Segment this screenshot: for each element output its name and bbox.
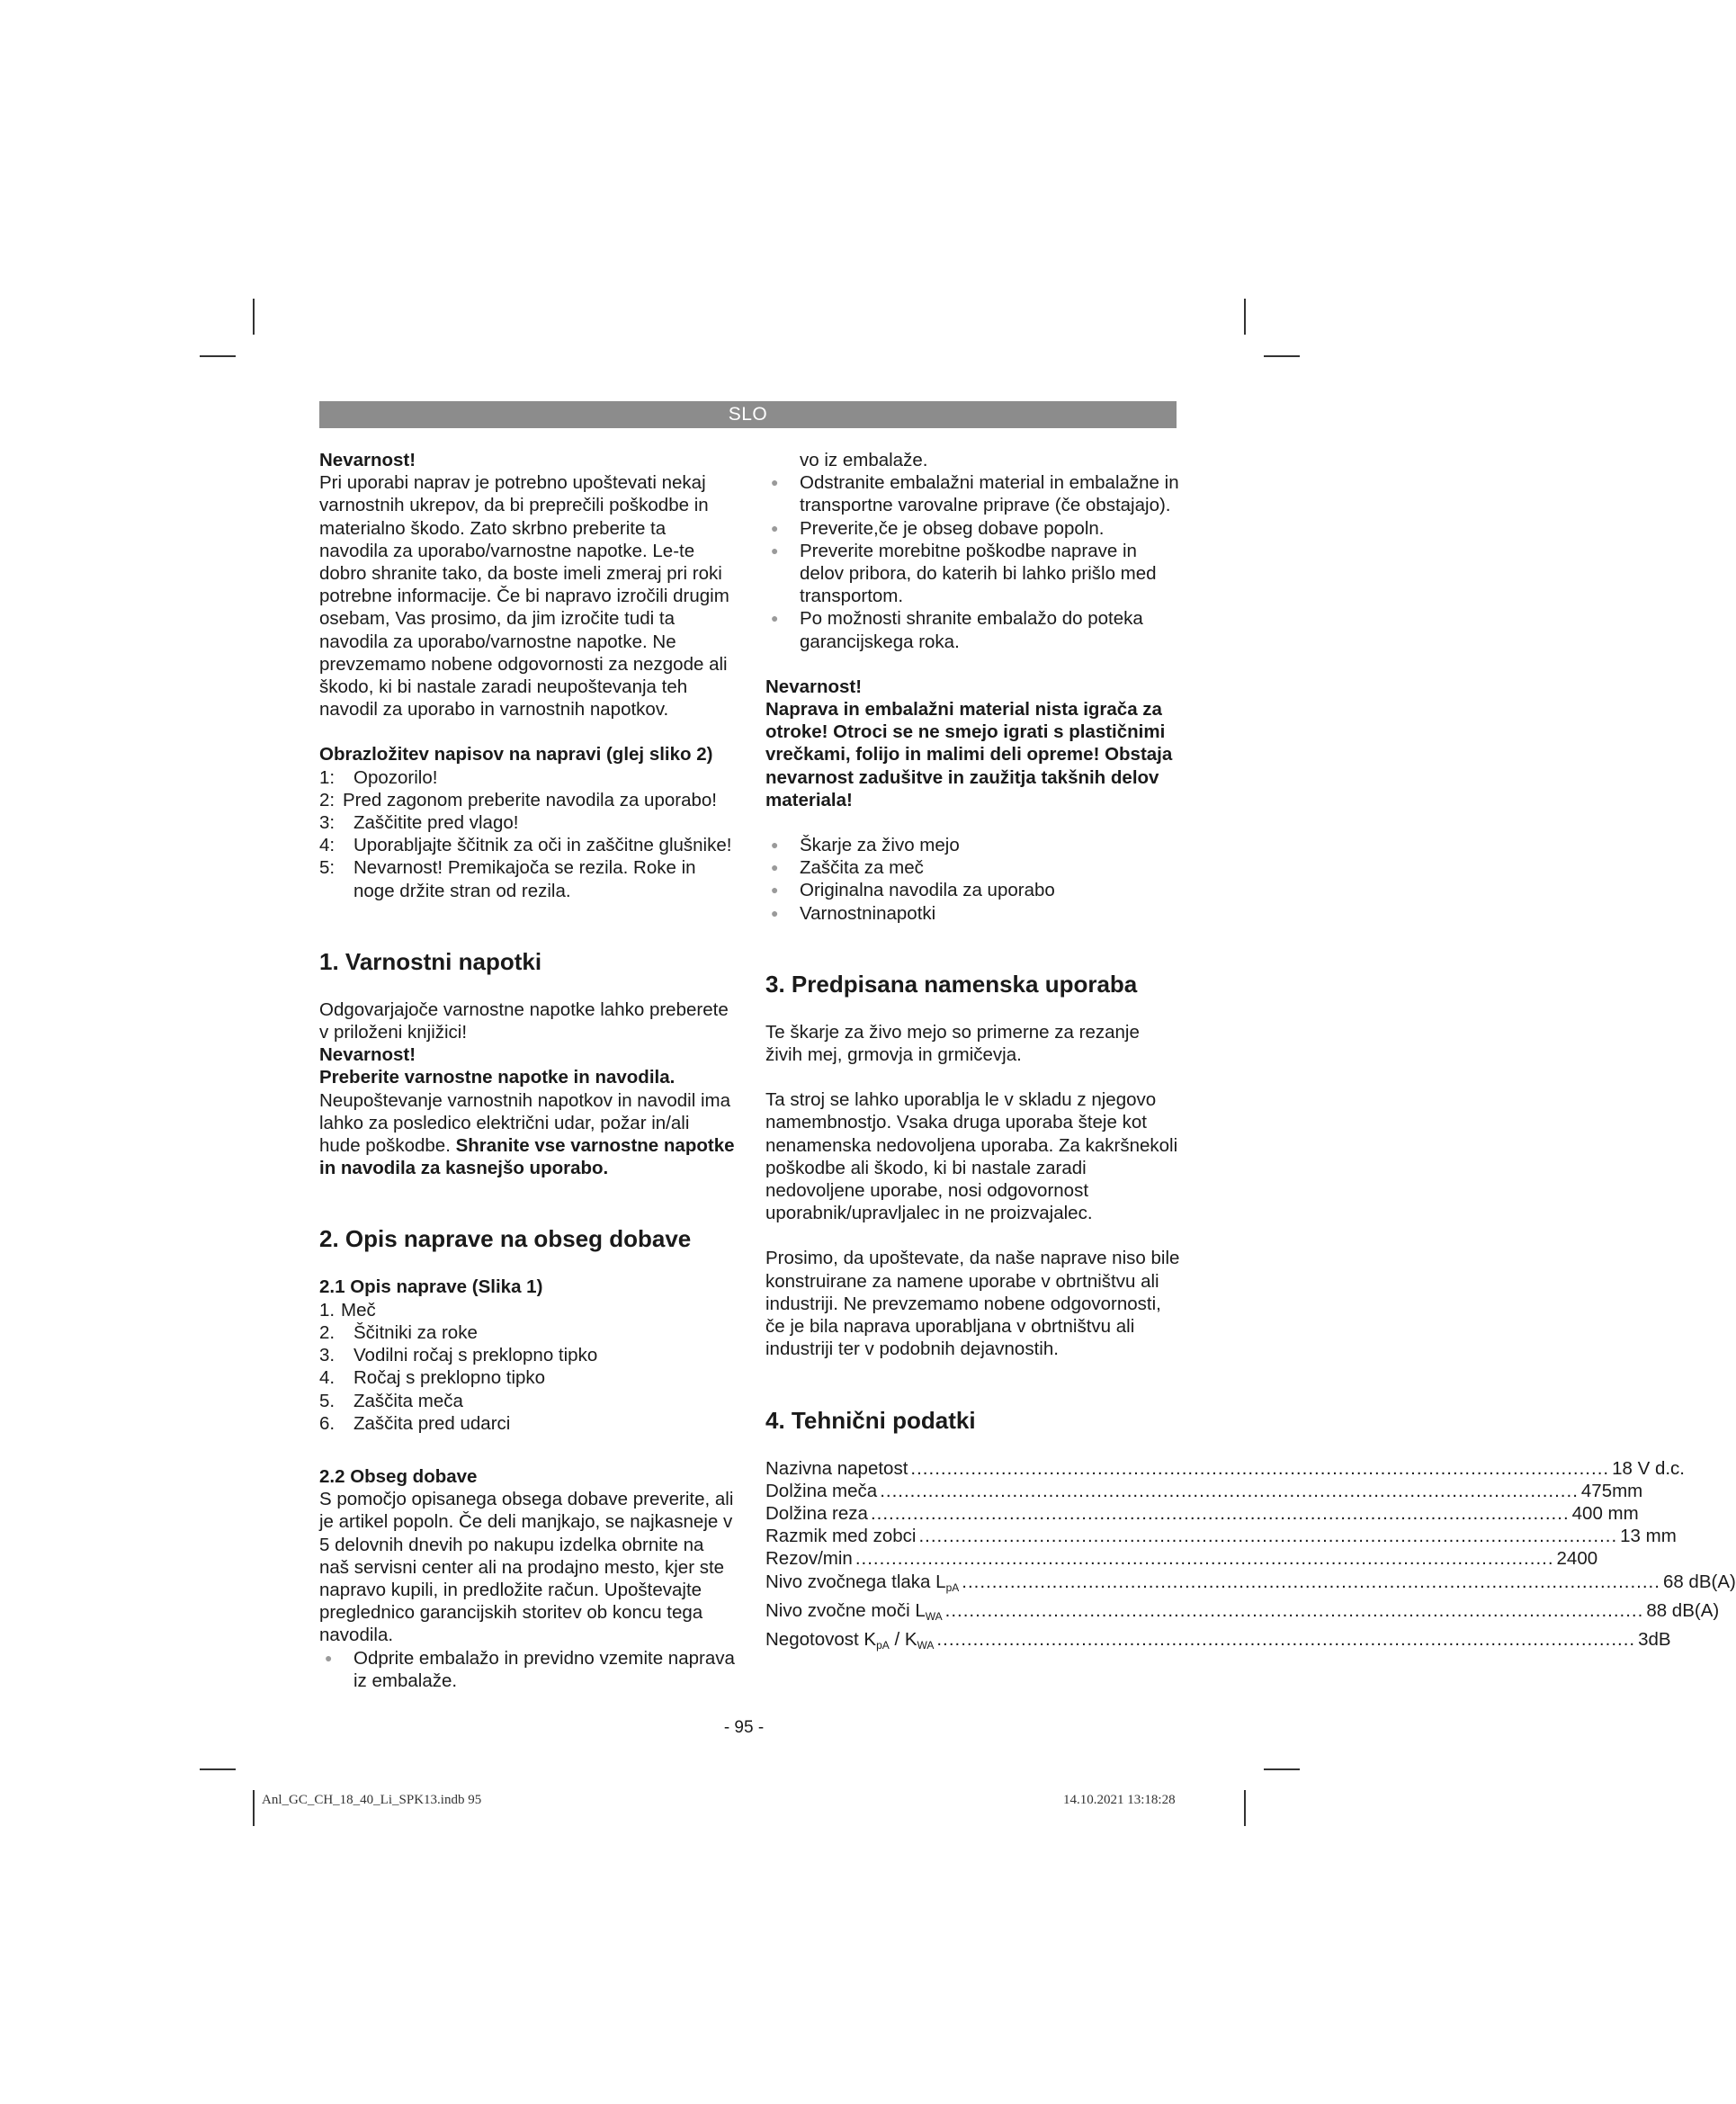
tech-value: 88 dB(A) [1646,1599,1720,1621]
crop-mark [1264,1768,1300,1770]
bullet-icon: ● [771,520,779,535]
tech-label: Dolžina meča [765,1480,878,1501]
crop-mark [253,1790,255,1826]
tech-row [765,1457,1686,1480]
unpack-bullet-list [319,1647,735,1691]
tech-value: 475mm [1580,1480,1643,1501]
crop-mark [1264,355,1300,357]
leader-dots [936,1628,1635,1651]
bullet-icon: ● [771,905,779,920]
list-item: 6. Zaščita pred udarci [319,1412,511,1434]
section-2-2-title: 2.2 Obseg dobave [319,1465,478,1487]
right-column [765,449,1736,1657]
tech-row [765,1547,1598,1570]
tech-label: Rezov/min [765,1548,853,1570]
leader-dots [918,1525,1617,1547]
list-item: ● Odprite embalažo in previdno vzemite naprava iz embalaže. [325,1647,735,1691]
crop-mark [1244,299,1246,335]
leader-dots [871,1502,1570,1525]
tech-value: 400 mm [1571,1502,1639,1524]
language-tag: SLO [728,404,768,425]
tech-label: Negotovost $K_{pA} / K_{WA}$ [765,1628,935,1652]
list-item: 2: Pred zagonom preberite navodila za uporabo! [319,789,717,810]
list-item: 5. Zaščita meča [319,1390,463,1411]
danger-heading: Nevarnost! [319,450,416,470]
footer-timestamp: 14.10.2021 13:18:28 [1063,1793,1176,1807]
section-3-paragraph-1: Te škarje za živo mejo so primerne za rezanje živih mej, grmovja in grmičevja. [765,1021,1140,1066]
list-item: ● Preverite morebitne poškodbe naprave in delov pribora, do katerih bi lahko prišlo med transportom. [771,540,1157,607]
list-item: 3. Vodilni ročaj s preklopno tipko [319,1345,598,1366]
tech-row [765,1571,1736,1599]
list-item: ● Škarje za živo mejo [771,835,960,856]
tech-row [765,1599,1720,1628]
tech-row [765,1525,1677,1547]
list-item: 3: Zaščitite pred vlago! [319,812,519,834]
bullet-icon: ● [771,611,779,626]
list-item: 1: Opozorilo! [319,766,438,788]
labels-heading: Obrazložitev napisov na napravi (glej sliko 2) [319,744,713,765]
section-2-title: 2. Opis naprave na obseg dobave [319,1225,692,1253]
bullet-icon: ● [771,542,779,558]
section-3-paragraph-3: Prosimo, da upoštevate, da naše naprave niso bile konstruirane za namene uporabe v obrtništvu ali industriji. Ne prevzemamo nobene odgovornosti, če je bila naprava uporabljana v obrtništvu ali industriji ter v podobnih dejavnostih. [765,1248,1180,1360]
tech-label: Razmik med zobci [765,1526,917,1547]
section-1-intro: Odgovarjajoče varnostne napotke lahko preberete v priloženi knjižici! [319,998,729,1043]
tech-label: Nazivna napetost [765,1457,908,1479]
delivery-contents-list [765,834,1181,925]
footer-filename: Anl_GC_CH_18_40_Li_SPK13.indb 95 [262,1793,482,1807]
continued-text: vo iz embalaže. [800,450,928,470]
section-2-1-title: 2.1 Opis naprave (Slika 1) [319,1276,543,1298]
tech-value: 2400 [1556,1548,1598,1570]
section-3-paragraph-2: Ta stroj se lahko uporablja le v skladu z njegovo namembnostjo. Vsaka druga uporaba šteje kot nenamenska nedovoljena uporaba. Za kakršnekoli poškodbe ali škodo, ki bi nastale zaradi nedovoljene uporabe, nosi odgovornost uporabnik/upravljalec in ne proizvajalec. [765,1089,1178,1224]
tech-row [765,1502,1639,1525]
list-item: 5: Nevarnost! Premikajoča se rezila. Roke in noge držite stran od rezila. [319,857,696,901]
tech-label: Dolžina reza [765,1502,868,1524]
section-1-title: 1. Varnostni napotki [319,947,542,975]
section-1-danger: Nevarnost! [319,1044,416,1066]
leader-dots [962,1571,1660,1593]
crop-mark [200,1768,236,1770]
leader-dots [910,1457,1609,1480]
crop-mark [253,299,255,335]
danger-heading: Nevarnost! [765,676,863,697]
list-item: ● Varnostninapotki [771,902,936,924]
crop-mark [1244,1790,1246,1826]
language-header-bar [319,401,1177,428]
labels-list [319,766,735,902]
parts-list [319,1299,735,1435]
page-number: - 95 - [723,1718,765,1737]
tech-label: Nivo zvočne moči $L_{WA}$ [765,1599,943,1623]
list-item: 4: Uporabljajte ščitnik za oči in zaščitne glušnike! [319,835,732,856]
tech-value: 3dB [1638,1628,1671,1650]
section-3-title: 3. Predpisana namenska uporaba [765,970,1138,998]
tech-data-table [765,1457,1736,1658]
list-item: 4. Ročaj s preklopno tipko [319,1367,546,1389]
tech-label: Nivo zvočnega tlaka $L_{pA}$ [765,1571,960,1594]
section-1-bold-warning: Preberite varnostne napotke in navodila. [319,1067,676,1088]
list-item: 1. Meč [319,1299,376,1321]
tech-value: 13 mm [1620,1526,1677,1547]
unpack-steps-list [765,471,1181,653]
list-item: ● Odstranite embalažni material in embalažne in transportne varovalne priprave (če obstajajo). [771,472,1179,516]
list-item: ● Originalna navodila za uporabo [771,880,1055,901]
bullet-icon: ● [771,475,779,490]
bullet-icon: ● [771,860,779,875]
leader-dots [880,1480,1579,1502]
bullet-icon: ● [771,882,779,898]
tech-value: 18 V d.c. [1612,1457,1686,1479]
bullet-icon: ● [771,837,779,853]
tech-row [765,1628,1671,1657]
danger-paragraph: Pri uporabi naprav je potrebno upoštevati nekaj varnostnih ukrepov, da bi preprečili poškodbe in materialno škodo. Zato skrbno preberite ta navodila za uporabo/varnostne napotke. Le-te dobro shranite tako, da boste imeli zmeraj pri roki potrebne informacije. Če bi napravo izročili drugim osebam, Vas prosimo, da jim izročite tudi ta navodila za uporabo/varnostne napotke. Ne prevzemamo nobene odgovornosti za nezgode ali škodo, ki bi nastale zaradi neupoštevanja teh navodil za uporabo in varnostnih napotkov. [319,472,729,721]
bullet-icon: ● [325,1650,333,1665]
left-column [319,449,735,1691]
danger-bold-paragraph: Naprava in embalažni material nista igrača za otroke! Otroci se ne smejo igrati s plastičnimi vrečkami, folijo in malimi deli opreme! Obstaja nevarnost zadušitve in zaužitja takšnih delov materiala! [765,699,1173,810]
list-item: ● Zaščita za meč [771,857,924,879]
leader-dots [855,1547,1554,1570]
list-item: ● Preverite,če je obseg dobave popoln. [771,517,1105,539]
crop-mark [200,355,236,357]
list-item: 2. Ščitniki za roke [319,1321,478,1343]
tech-row [765,1480,1643,1502]
section-4-title: 4. Tehnični podatki [765,1406,976,1434]
leader-dots [945,1599,1644,1622]
section-1-paragraph: Neupoštevanje varnostnih napotkov in navodil ima lahko za posledico električni udar, požar in/ali hude poškodbe. Shranite vse varnostne napotke in navodila za kasnejšo uporabo. [319,1089,735,1179]
section-2-2-paragraph: S pomočjo opisanega obsega dobave preverite, ali je artikel popoln. Če deli manjkajo, se najkasneje v 5 delovnih dnevih po nakupu izdelka obrnite na naš servisni center ali na prodajno mesto, kjer ste napravo kupili, in predložite račun. Upoštevajte preglednico garancijskih storitev ob koncu tega navodila. [319,1489,734,1646]
list-item: ● Po možnosti shranite embalažo do poteka garancijskega roka. [771,608,1143,652]
tech-value: 68 dB(A) [1662,1571,1736,1592]
